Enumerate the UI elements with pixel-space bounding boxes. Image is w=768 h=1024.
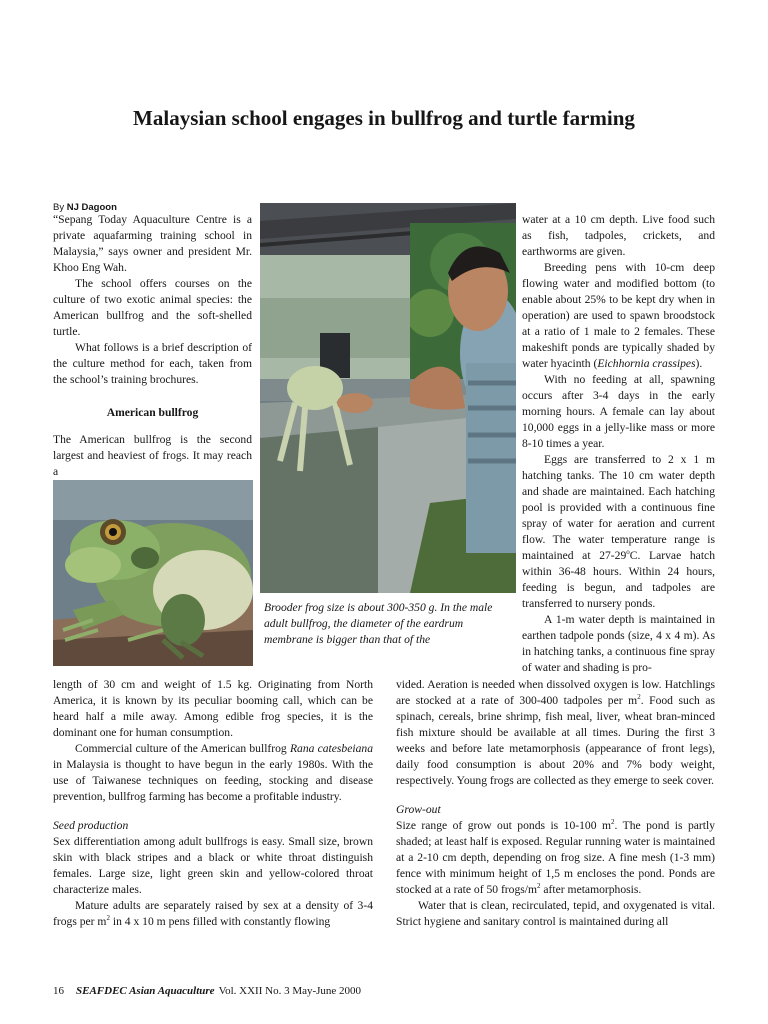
page-footer <box>53 985 361 997</box>
photo-caption: Brooder frog size is about 300-350 g. In the male adult bullfrog, the diameter of the eardrum membrane is bigger than that of the <box>264 601 493 646</box>
text-run: in 4 x 10 m pens filled with constantly flowing <box>109 915 331 928</box>
column-1-top <box>53 212 252 480</box>
text-run: ). <box>695 357 703 370</box>
column-3-top <box>522 212 715 676</box>
section-heading-seed-production: Seed production <box>53 819 129 832</box>
page-number: 16 <box>53 985 64 997</box>
text-run: Eggs are transferred to 2 x 1 m hatching tanks. The 10 cm water depth and shade are maintained. Each hatching pool is provided with a continuous fine spray of water for aeration and current flow. The water temperature range is maintained at 27-29 <box>522 453 715 562</box>
species-name: Rana catesbeiana <box>289 742 373 755</box>
paragraph: Sex differentiation among adult bullfrogs is easy. Small size, brown skin with black stripes and a black or white throat distinguish females. Large size, light green skin and yellow-colored throat characterize males. <box>53 835 373 896</box>
paragraph <box>522 260 715 372</box>
paragraph: The school offers courses on the culture of two exotic animal species: the American bullfrog and the soft-shelled turtle. <box>53 277 252 338</box>
paragraph: “Sepang Today Aquaculture Centre is a private aquafarming training school in Malaysia,” says owner and president Mr. Khoo Eng Wah. <box>53 213 252 274</box>
text-run: . Food such as spinach, cereals, brine shrimp, fish meal, liver, wheat bran-minced fish mixture should be available at all times. During the first 3 weeks and before late metamorphosis (appearance of front legs), daily food consumption is about 20% and 7% body weight, respectively. Young frogs are collected as they emerge to seek cover. <box>396 694 715 787</box>
paragraph: What follows is a brief description of the culture method for each, taken from the school’s training brochures. <box>53 341 252 386</box>
paragraph <box>53 898 373 930</box>
paragraph: Water that is clean, recirculated, tepid, and oxygenated is vital. Strict hygiene and sanitary control is maintained during all <box>396 899 715 928</box>
superscript: 2 <box>610 818 615 827</box>
text-run: Mature adults are separately raised by sex at a density of 3-4 frogs per m <box>53 899 373 928</box>
section-heading-bullfrog: American bullfrog <box>106 406 199 419</box>
superscript: 2 <box>106 914 110 923</box>
superscript: 2 <box>537 882 541 891</box>
text-run: Size range of grow out ponds is 10-100 m <box>396 819 611 832</box>
column-bottom-left <box>53 677 373 930</box>
article-title: Malaysian school engages in bullfrog and turtle farming <box>133 106 635 130</box>
paragraph: water at a 10 cm depth. Live food such as fish, tadpoles, crickets, and earthworms are given. <box>522 213 715 258</box>
paragraph: With no feeding at all, spawning occurs after 3-4 days in the early morning hours. A female can lay about 10,000 eggs in a jelly-like mass or more 8-10 times a year. <box>522 373 715 450</box>
paragraph <box>53 741 373 805</box>
byline-author: NJ Dagoon <box>66 202 117 213</box>
species-name: Eichhornia crassipes <box>597 357 696 370</box>
paragraph <box>522 452 715 612</box>
text-run: C. Larvae hatch within 36-48 hours. Within 24 hours, feeding is begun, and tadpoles are transferred to nursery ponds. <box>522 549 715 610</box>
text-run: vided. Aeration is needed when dissolved oxygen is low. Hatchlings are stocked at a rate of 300-400 tadpoles per m <box>396 678 715 707</box>
paragraph <box>396 818 715 898</box>
text-run: Commercial culture of the American bullfrog <box>75 742 290 755</box>
text-run: after metamorphosis. <box>540 883 642 896</box>
paragraph: The American bullfrog is the second largest and heaviest of frogs. It may reach a <box>53 433 252 478</box>
farmer-holding-bullfrog-photo <box>260 203 516 593</box>
paragraph: length of 30 cm and weight of 1.5 kg. Originating from North America, it is known by its peculiar booming call, which can be heard half a mile away. Among edible frog species, it is the dominant one for human consumption. <box>53 678 373 739</box>
paragraph <box>396 677 715 789</box>
superscript: 2 <box>637 693 641 702</box>
paragraph: A 1-m water depth is maintained in earthen tadpole ponds (size, 4 x 4 m). As in hatching tanks, a continuous fine spray of water and shading is pro- <box>522 613 715 674</box>
text-run: Breeding pens with 10-cm deep flowing water and modified bottom (to enable about 25% to be kept dry when in operation) are used to spawn broodstock at a ratio of 1 male to 2 females. These makeshift ponds are typically shaded by water hyacinth ( <box>522 261 715 370</box>
degree-sign: o <box>626 548 630 557</box>
text-run: . The pond is partly shaded; at least half is exposed. Regular running water is maintained at a 2-10 cm depth, depending on frog size. A fine mesh (1-3 mm) fence with minimum height of 1,5 m encloses the pond. Ponds are stocked at a rate of 50 frogs/m <box>396 819 715 896</box>
journal-name: SEAFDEC Asian Aquaculture <box>76 985 215 997</box>
column-bottom-right <box>396 677 715 930</box>
text-run: in Malaysia is thought to have begun in the early 1980s. With the use of Taiwanese techniques on feeding, stocking and disease prevention, bullfrog farming has become a profitable industry. <box>53 758 373 803</box>
journal-volume: Vol. XXII No. 3 May-June 2000 <box>218 985 362 997</box>
section-heading-grow-out: Grow-out <box>396 803 441 816</box>
byline-prefix: By <box>53 202 65 213</box>
bullfrog-closeup-photo <box>53 480 253 666</box>
